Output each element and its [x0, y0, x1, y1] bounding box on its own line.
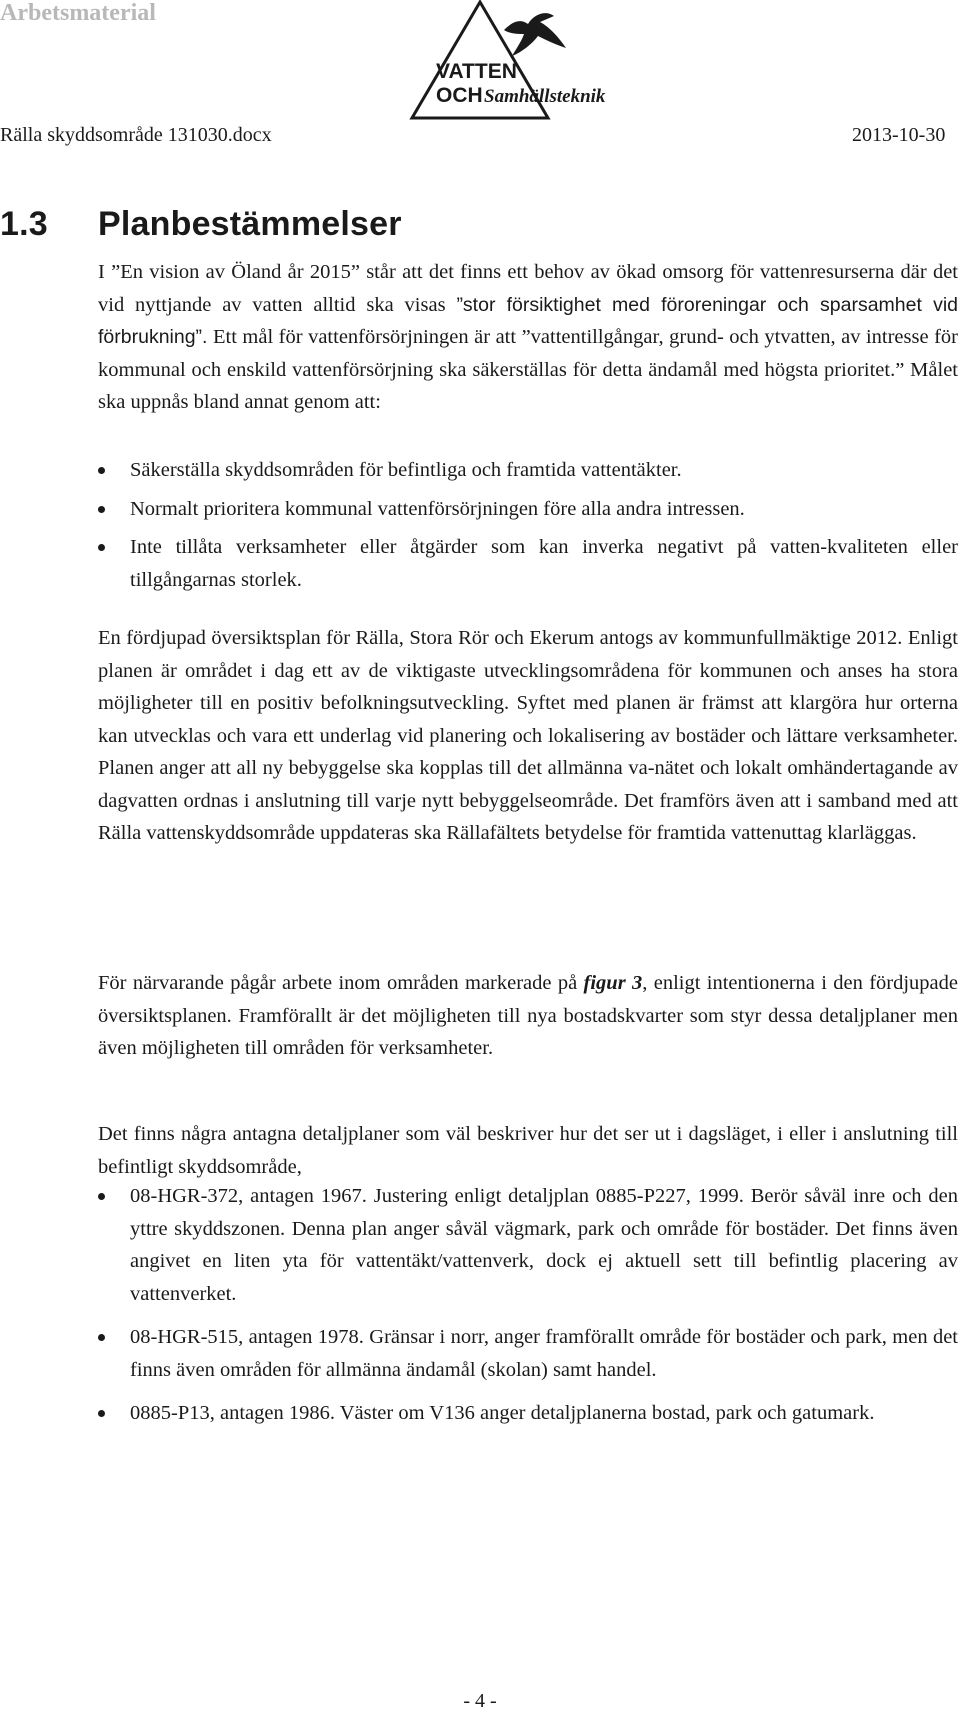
page-number: - 4 - [463, 1690, 497, 1712]
company-logo [408, 0, 644, 122]
logo-line2: OCH [436, 84, 483, 107]
goals-list [98, 454, 958, 602]
header-filename: Rälla skyddsområde 131030.docx [0, 124, 272, 146]
paragraph-2-text: En fördjupad översiktsplan för Rälla, Stora Rör och Ekerum antogs av kommunfullmäktige 2012. Enligt planen är området i dag ett av de viktigaste utvecklingsområdena för kommunen och anses ha stora möjligheter till en positiv befolkningsutveckling. Syftet med planen är främst att klargöra hur orterna kan utvecklas och vara ett underlag vid planering och lokalisering av bostäder och lättare verksamheter. Planen anger att all ny bebyggelse ska kopplas till det allmänna va-nätet och lokalt omhändertagande av dagvatten ordnas i anslutning till varje nytt bebyggelseområde. Det framförs även att i samband med att Rälla vattenskyddsområde uppdateras ska Rällafältets betydelse för framtida vattenuttag klarläggas. [98, 627, 958, 844]
watermark-text: Arbetsmaterial [0, 0, 156, 26]
paragraph-4 [98, 1118, 958, 1183]
list-item: 0885-P13, antagen 1986. Väster om V136 anger detaljplanerna bostad, park och gatumark. [98, 1397, 958, 1430]
logo-line1: VATTEN [436, 60, 517, 83]
section-number: 1.3 [0, 205, 48, 243]
paragraph-1-text [98, 256, 958, 419]
list-item: 08-HGR-515, antagen 1978. Gränsar i norr, anger framförallt område för bostäder och park, men det finns även områden för allmänna ändamål (skolan) samt handel. [98, 1321, 958, 1386]
list-item: 08-HGR-372, antagen 1967. Justering enligt detaljplan 0885-P227, 1999. Berör såväl inre och den yttre skyddszonen. Denna plan anger såväl vägmark, park och område för bostäder. Det finns även angivet en liten yta för vattentäkt/vattenverk, dock ej aktuell sett till befintlig placering av vattenverket. [98, 1180, 958, 1310]
section-title: Planbestämmelser [98, 205, 402, 243]
section-heading [0, 205, 402, 244]
detail-plans-list [98, 1180, 958, 1441]
paragraph-1 [98, 256, 958, 419]
para1-quote: ”stor försiktighet med föroreningar och sparsamhet vid förbrukning”. [98, 293, 958, 348]
paragraph-4-text: Det finns några antagna detaljplaner som väl beskriver hur det ser ut i dagsläget, i eller i anslutning till befintligt skyddsområde, [98, 1123, 958, 1178]
list-item: Inte tillåta verksamheter eller åtgärder som kan inverka negativt på vatten-kvaliteten eller tillgångarnas storlek. [98, 531, 958, 596]
para1-part-c: Ett mål för vattenförsörjningen är att ”vattentillgångar, grund- och ytvatten, av intresse för kommunal och enskild vattenförsörjning ska säkerställas för detta ändamål med högsta prioritet.” Målet ska uppnås bland annat genom att: [98, 326, 958, 413]
para3-part-a: För närvarande pågår arbete inom områden markerade på [98, 972, 584, 994]
paragraph-2 [98, 622, 958, 850]
logo-line3: Samhällsteknik [484, 86, 606, 107]
paragraph-3 [98, 967, 958, 1065]
header-date: 2013-10-30 [852, 124, 946, 146]
list-item: Säkerställa skyddsområden för befintliga och framtida vattentäkter. [98, 454, 958, 487]
figure-reference: figur 3 [583, 972, 643, 994]
para3-part-b: , enligt intentionerna i den fördjupade översiktsplanen. Framförallt är det möjligheten till nya bostadskvarter som styr dessa detaljplaner men även möjligheten till områden för verksamheter. [98, 972, 959, 1059]
list-item: Normalt prioritera kommunal vattenförsörjningen före alla andra intressen. [98, 493, 958, 526]
para1-part-a: I ”En vision av Öland år 2015” står att det finns ett behov av ökad omsorg för vattenresurserna där det vid nyttjande av vatten alltid ska visas [98, 261, 958, 316]
paragraph-3-text [98, 967, 958, 1065]
